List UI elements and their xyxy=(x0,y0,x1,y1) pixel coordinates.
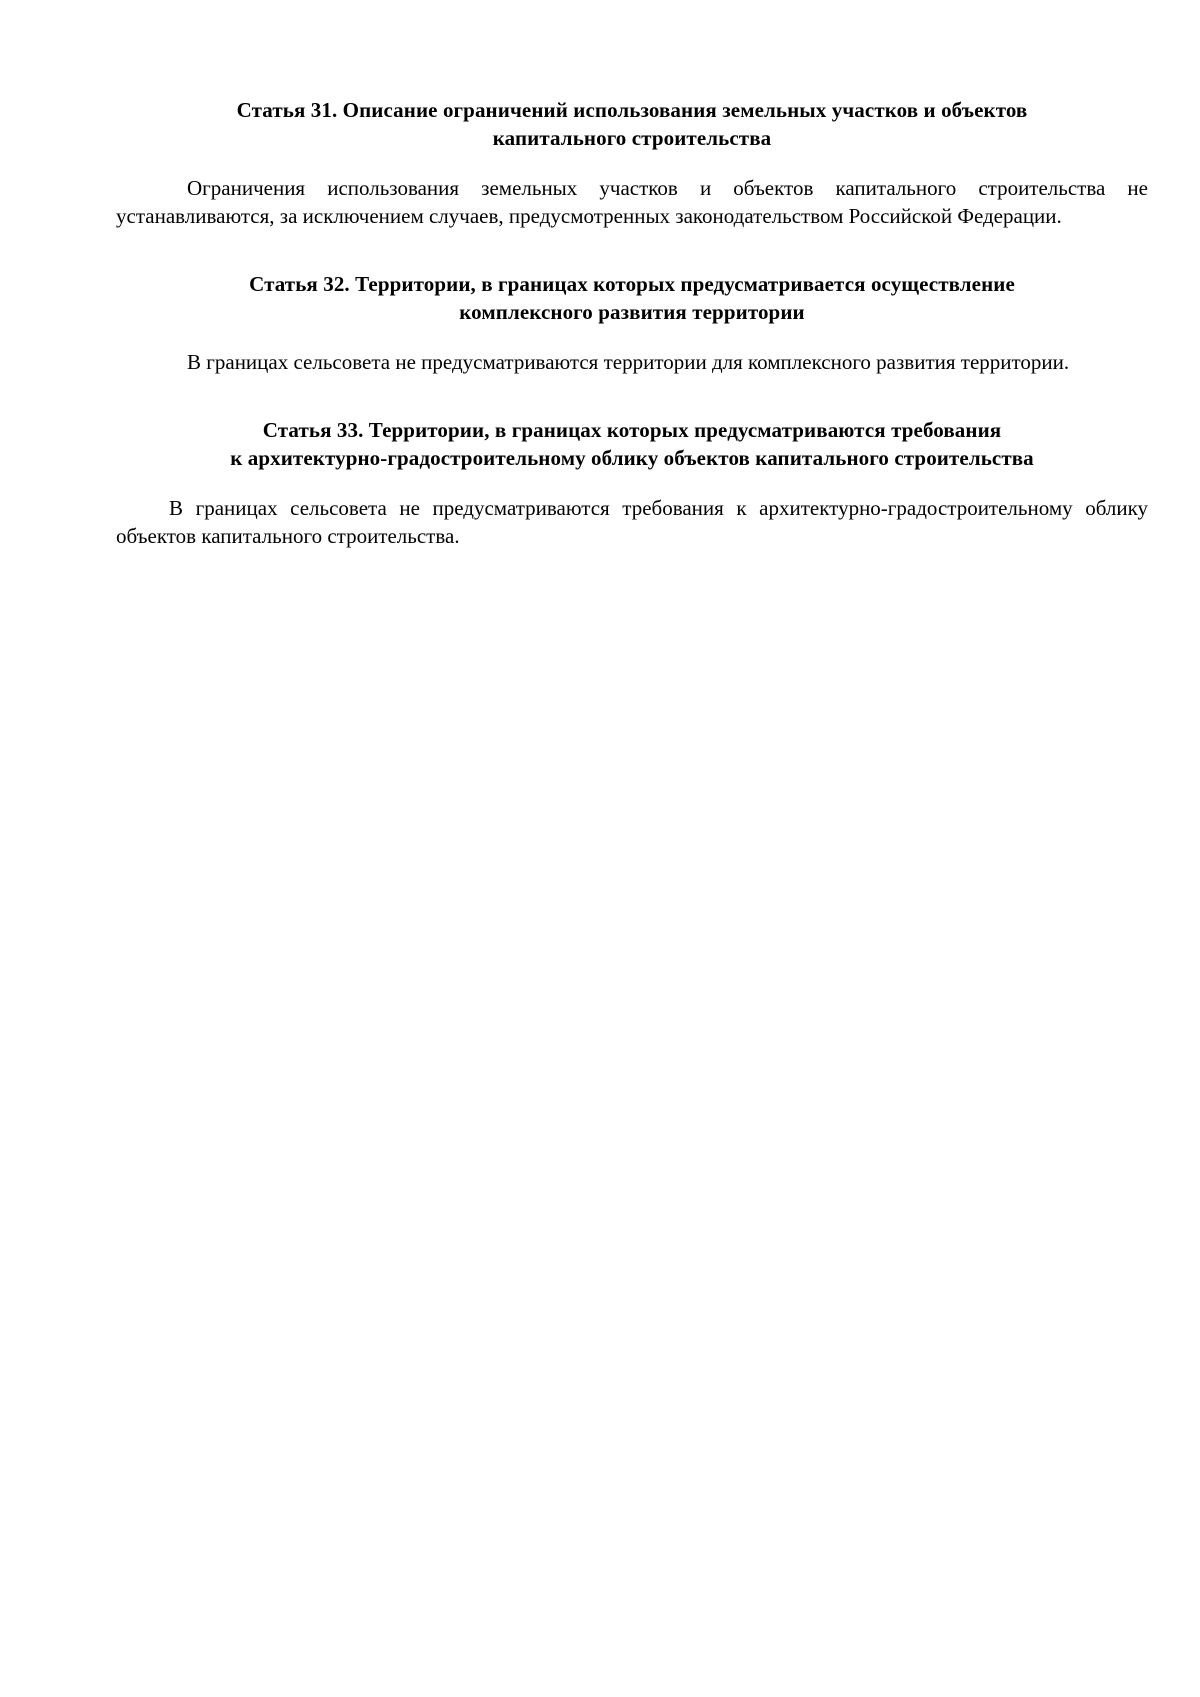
article-33-body: В границах сельсовета не предусматриваются требования к архитектурно-градостроительному облику объектов капитального строительства. xyxy=(116,496,1148,548)
article-31 xyxy=(116,96,1148,230)
document-content xyxy=(116,96,1148,550)
article-32 xyxy=(116,270,1148,376)
article-33-heading-line-1: Статья 33. Территории, в границах которых предусматриваются требования xyxy=(262,418,1002,442)
article-32-heading xyxy=(116,270,1148,326)
article-33-heading-line-2: к архитектурно-градостроительному облику объектов капитального строительства xyxy=(230,446,1034,470)
article-32-heading-line-1: Статья 32. Территории, в границах которых предусматривается осуществление xyxy=(249,272,1015,296)
article-32-body: В границах сельсовета не предусматриваются территории для комплексного развития территории. xyxy=(187,350,1070,374)
article-31-body: Ограничения использования земельных участков и объектов капитального строительства не устанавливаются, за исключением случаев, предусмотренных законодательством Российской Федерации. xyxy=(116,176,1148,228)
article-32-heading-line-2: комплексного развития территории xyxy=(459,300,805,324)
article-31-heading xyxy=(116,96,1148,152)
article-33-heading xyxy=(116,416,1148,472)
article-33 xyxy=(116,416,1148,550)
article-31-heading-line-1: Статья 31. Описание ограничений использования земельных участков и объектов xyxy=(236,98,1028,122)
article-31-heading-line-2: капитального строительства xyxy=(492,126,772,150)
